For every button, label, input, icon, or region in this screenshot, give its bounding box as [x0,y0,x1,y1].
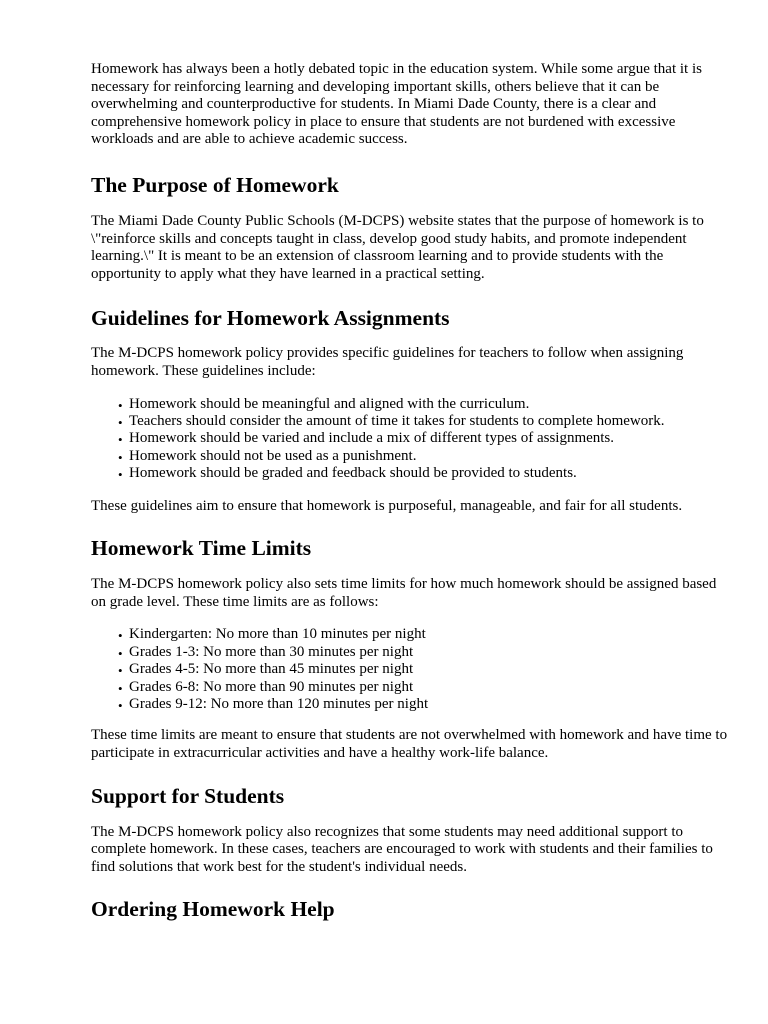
list-item-text: Homework should be meaningful and aligned with the curriculum. [129,395,530,412]
list-item [91,644,731,661]
bullet-icon: • [118,645,123,661]
bullet-icon: • [118,414,123,430]
bullet-icon: • [118,628,123,644]
list-item-text: Homework should not be used as a punishment. [129,447,417,464]
guidelines-paragraph: The M-DCPS homework policy provides specific guidelines for teachers to follow when assigning homework. These guidelines include: [91,345,684,379]
list-item [91,679,731,696]
heading-guidelines: Guidelines for Homework Assignments [91,306,450,331]
list-item [91,396,731,413]
list-item [91,430,731,447]
bullet-icon: • [118,680,123,696]
list-item-text: Teachers should consider the amount of time it takes for students to complete homework. [129,412,665,429]
support-paragraph: The M-DCPS homework policy also recognizes that some students may need additional support to complete homework. In these cases, teachers are encouraged to work with students and their families to find solutions that work best for the student's individual needs. [91,823,713,875]
time-limits-summary: These time limits are meant to ensure that students are not overwhelmed with homework and have time to participate in extracurricular activities and have a healthy work-life balance. [91,727,728,761]
purpose-paragraph: The Miami Dade County Public Schools (M-DCPS) website states that the purpose of homework is to \"reinforce skills and concepts taught in class, develop good study habits, and promote independent learning.\" It is meant to be an extension of classroom learning and to provide students with the opportunity to apply what they have learned in a practical setting. [91,212,704,282]
list-item [91,626,731,643]
heading-ordering: Ordering Homework Help [91,897,335,922]
list-item-text: Homework should be graded and feedback should be provided to students. [129,465,577,482]
intro-paragraph: Homework has always been a hotly debated topic in the education system. While some argue that it is necessary for reinforcing learning and developing important skills, others believe that it can be overwhelming and counterproductive for students. In Miami Dade County, there is a clear and comprehensive homework policy in place to ensure that students are not burdened with excessive workloads and are able to achieve academic success. [91,61,702,148]
list-item-text: Kindergarten: No more than 10 minutes per night [129,626,426,643]
list-item [91,696,731,713]
bullet-icon: • [118,449,123,465]
bullet-icon: • [118,432,123,448]
list-item [91,465,731,482]
list-item [91,413,731,430]
list-item-text: Grades 4-5: No more than 45 minutes per night [129,661,414,678]
list-item-text: Grades 9-12: No more than 120 minutes per night [129,695,429,712]
heading-purpose: The Purpose of Homework [91,172,339,197]
guidelines-summary: These guidelines aim to ensure that homework is purposeful, manageable, and fair for all students. [91,497,683,514]
list-item [91,448,731,465]
time-limits-list [91,626,731,713]
list-item-text: Homework should be varied and include a mix of different types of assignments. [129,430,615,447]
time-limits-paragraph: The M-DCPS homework policy also sets time limits for how much homework should be assigned based on grade level. These time limits are as follows: [91,576,717,610]
list-item-text: Grades 1-3: No more than 30 minutes per night [129,643,414,660]
document-page [91,61,731,922]
bullet-icon: • [118,697,123,713]
list-item [91,661,731,678]
heading-support: Support for Students [91,783,285,808]
bullet-icon: • [118,467,123,483]
heading-time-limits: Homework Time Limits [91,536,312,561]
bullet-icon: • [118,397,123,413]
list-item-text: Grades 6-8: No more than 90 minutes per night [129,678,414,695]
bullet-icon: • [118,663,123,679]
guidelines-list [91,396,731,483]
